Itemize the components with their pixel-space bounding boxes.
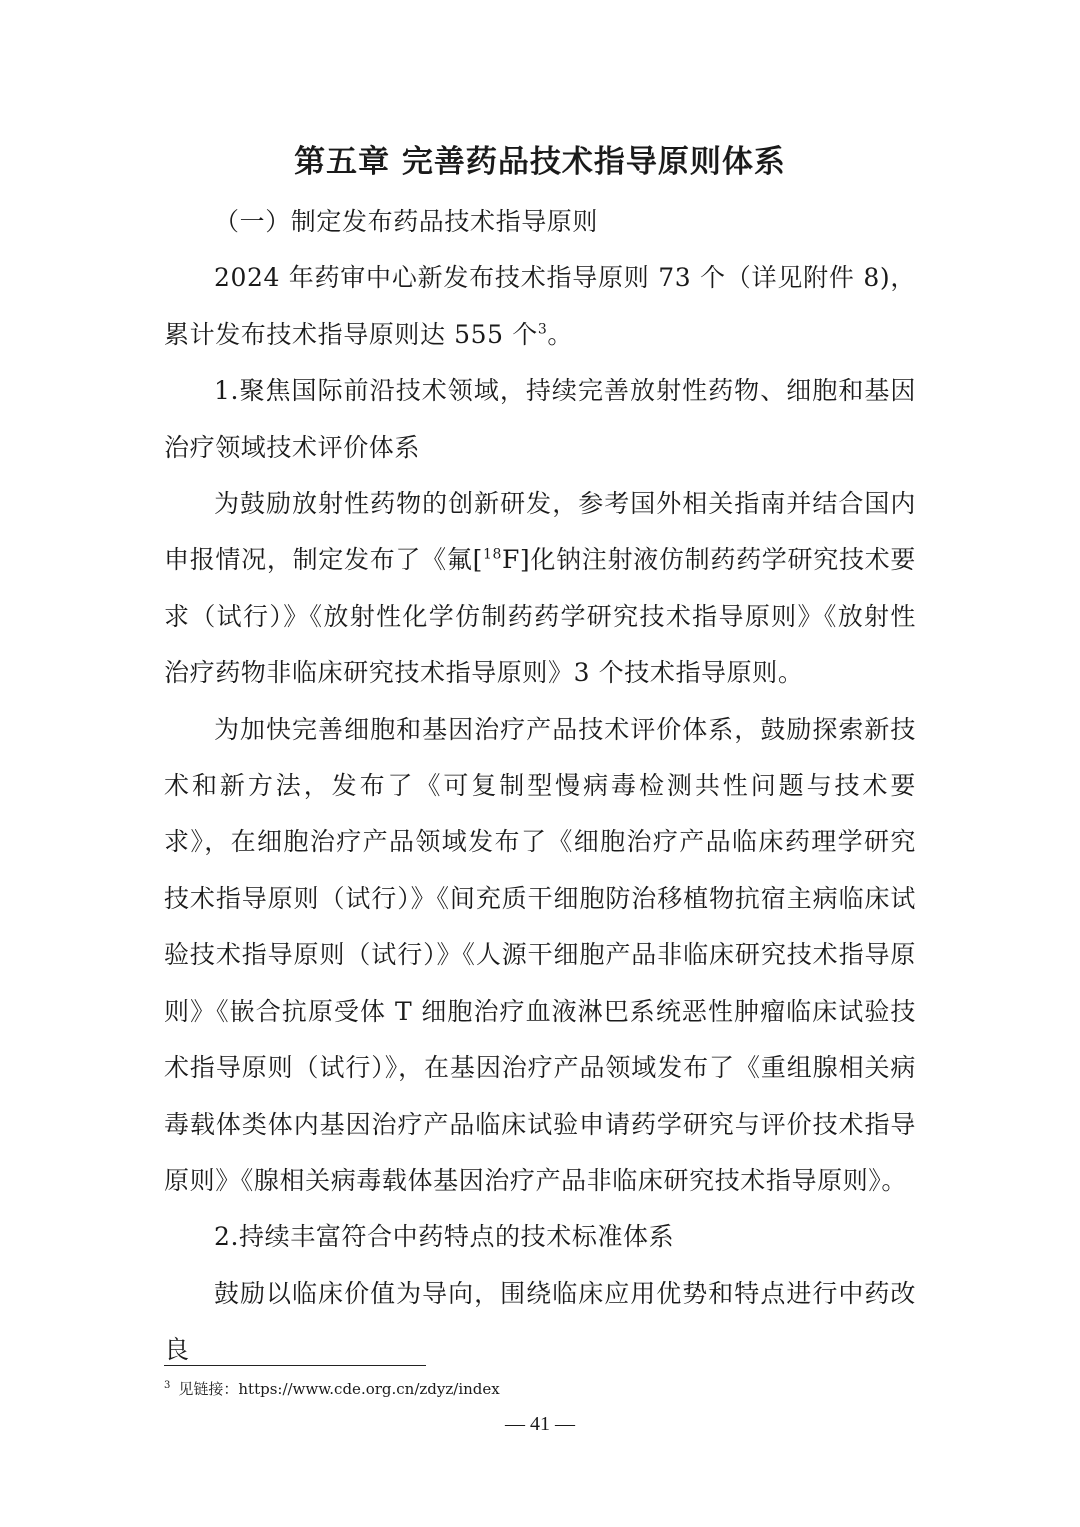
paragraph-2-after: F]化钠注射液仿制药药学研究技术要求（试行）》《放射性化学仿制药药学研究技术指导原则》《放射性治疗药物非临床研究技术指导原则》3 个技术指导原则。: [164, 545, 916, 688]
paragraph-2-before: 为鼓励放射性药物的创新研发，参考国外相关指南并结合国内申报情况，制定发布了《氟[: [164, 489, 916, 575]
paragraph-4: 鼓励以临床价值为导向，围绕临床应用优势和特点进行中药改良: [164, 1278, 916, 1365]
footnote: [164, 1376, 500, 1399]
paragraph-3: 为加快完善细胞和基因治疗产品技术评价体系，鼓励探索新技术和新方法，发布了《可复制型慢病毒检测共性问题与技术要求》，在细胞治疗产品领域发布了《细胞治疗产品临床药理学研究技术指导原则（试行）》《间充质干细胞防治移植物抗宿主病临床试验技术指导原则（试行）》《人源干细胞产品非临床研究技术指导原则》《嵌合抗原受体 T 细胞治疗血液淋巴系统恶性肿瘤临床试验技术指导原则（试行）》，在基因治疗产品领域发布了《重组腺相关病毒载体类体内基因治疗产品临床试验申请药学研究与评价技术指导原则》《腺相关病毒载体基因治疗产品非临床研究技术指导原则》。: [164, 714, 916, 1195]
footnote-number: 3: [164, 1380, 171, 1391]
paragraph-1-text: 2024 年药审中心新发布技术指导原则 73 个（详见附件 8)，累计发布技术指导原则达 555 个: [164, 263, 916, 349]
section-heading: （一）制定发布药品技术指导原则: [214, 207, 599, 236]
footnote-divider: [164, 1365, 426, 1366]
isotope-superscript: 18: [482, 547, 502, 564]
paragraph-2: [164, 476, 916, 702]
subheading-2: 2.持续丰富符合中药特点的技术标准体系: [214, 1222, 675, 1252]
page-number: — 41 —: [505, 1413, 575, 1435]
footnote-reference: 3: [537, 321, 548, 338]
chapter-title: 第五章 完善药品技术指导原则体系: [294, 144, 786, 180]
footnote-text: 见链接：https://www.cde.org.cn/zdyz/index: [178, 1380, 500, 1398]
subheading-1: 1.聚焦国际前沿技术领域，持续完善放射性药物、细胞和基因治疗领域技术评价体系: [164, 376, 916, 462]
paragraph-1: [164, 250, 916, 363]
body-text: [164, 194, 916, 1379]
paragraph-1-end: 。: [547, 319, 573, 349]
